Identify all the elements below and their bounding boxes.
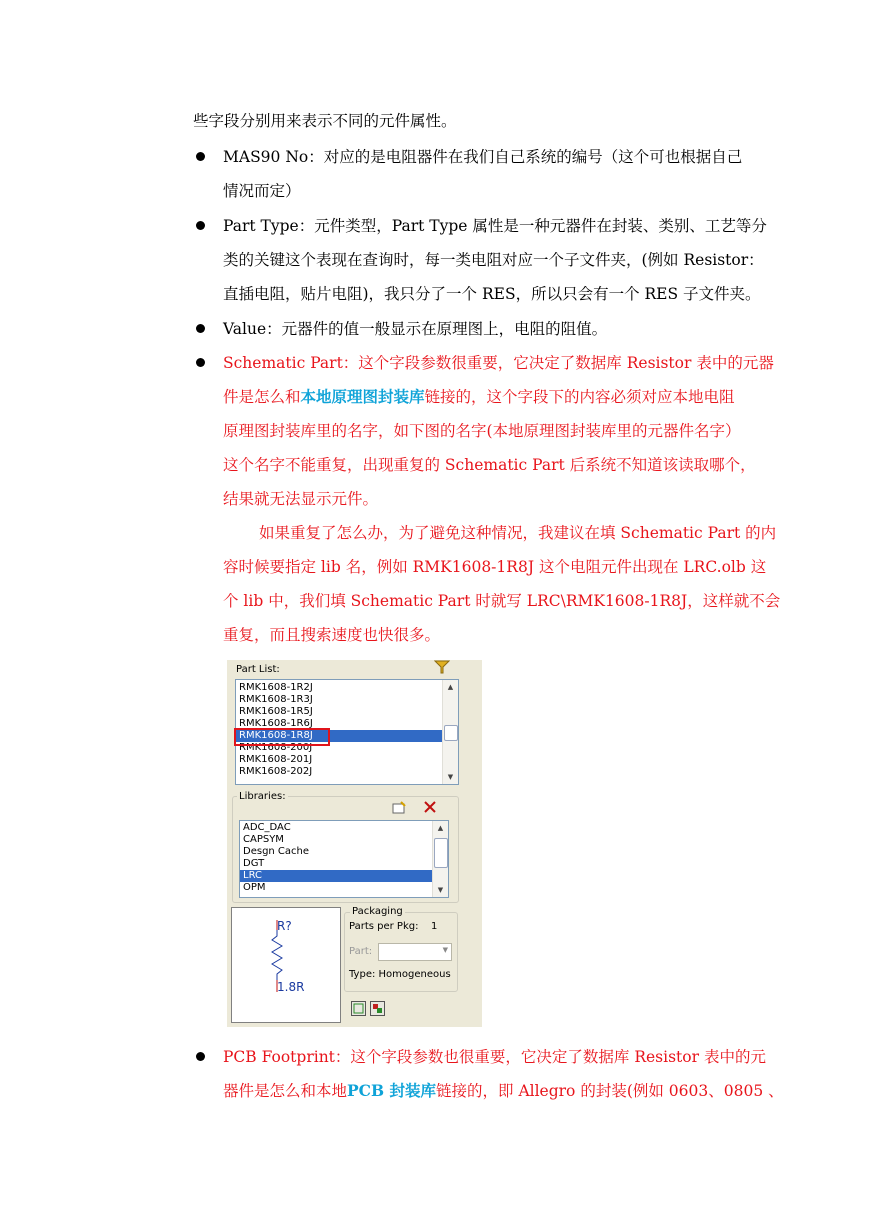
part-list-item[interactable]: RMK1608-1R3J (239, 694, 313, 705)
part-list-label: Part List: (236, 664, 280, 675)
library-list-item[interactable]: OPM (243, 882, 266, 893)
schematic-line1: Schematic Part：这个字段参数很重要，它决定了数据库 Resistor 表中的元器 (223, 354, 774, 372)
chevron-down-icon: ▼ (442, 946, 448, 954)
selected-part-highlight-box (234, 728, 330, 746)
bullet (196, 358, 205, 367)
scroll-thumb[interactable] (444, 725, 458, 741)
libraries-label: Libraries: (239, 791, 286, 802)
part-list-item[interactable]: RMK1608-200J (239, 742, 313, 753)
scroll-down-icon[interactable]: ▼ (447, 773, 454, 781)
schematic-para-line2: 容时候要指定 lib 名，例如 RMK1608-1R8J 这个电阻元件出现在 LRC.olb 这 (223, 558, 767, 576)
schematic-line2-c: 链接的，这个字段下的内容必须对应本地电阻 (424, 388, 735, 406)
schematic-para-line4: 重复，而且搜索速度也快很多。 (223, 626, 441, 644)
schematic-line5: 结果就无法显示元件。 (223, 490, 379, 508)
pcb-line2 (223, 1080, 784, 1102)
part-list-scrollbar[interactable] (442, 680, 458, 784)
scroll-thumb[interactable] (434, 838, 448, 868)
new-library-icon[interactable] (392, 801, 406, 814)
library-list-item[interactable]: DGT (243, 858, 265, 869)
zoom-fit-icon[interactable] (351, 1001, 366, 1016)
bullet (196, 152, 205, 161)
part-list-item[interactable]: RMK1608-1R8J (236, 730, 458, 742)
scroll-up-icon[interactable]: ▲ (437, 824, 444, 832)
schematic-line2 (223, 386, 735, 408)
parttype-line3: 直插电阻，贴片电阻)，我只分了一个 RES，所以只会有一个 RES 子文件夹。 (223, 285, 761, 303)
pcb-line1: PCB Footprint：这个字段参数也很重要，它决定了数据库 Resistor 表中的元 (223, 1048, 766, 1066)
parttype-line2: 类的关键这个表现在查询时，每一类电阻对应一个子文件夹，(例如 Resistor： (223, 251, 764, 269)
part-label: Part: (349, 946, 373, 957)
type-label: Type: Homogeneous (349, 969, 451, 980)
bullet (196, 324, 205, 333)
mas90-line2: 情况而定） (223, 182, 301, 200)
library-list-item[interactable]: Desgn Cache (243, 846, 310, 857)
part-list-item[interactable]: RMK1608-1R5J (239, 706, 313, 717)
place-part-dialog (227, 660, 482, 1027)
part-list-item[interactable]: RMK1608-1R2J (239, 682, 313, 693)
ref-designator: R? (277, 919, 292, 933)
parttype-line1: Part Type：元件类型，Part Type 属性是一种元器件在封装、类别、工艺等分 (223, 217, 767, 235)
bullet (196, 221, 205, 230)
part-list-item[interactable]: RMK1608-201J (239, 754, 313, 765)
pcb-line2-c: 链接的，即 Allegro 的封装(例如 0603、0805 、 (436, 1082, 784, 1100)
packaging-label: Packaging (352, 906, 403, 917)
scroll-down-icon[interactable]: ▼ (437, 886, 444, 894)
library-list-item[interactable]: LRC (240, 870, 448, 882)
schematic-para-line1: 如果重复了怎么办，为了避免这种情况，我建议在填 Schematic Part 的内 (259, 524, 777, 542)
mas90-line1: MAS90 No：对应的是电阻器件在我们自己系统的编号（这个可也根据自己 (223, 148, 743, 166)
library-list-item[interactable]: ADC_DAC (243, 822, 291, 833)
parts-per-pkg-value: 1 (431, 921, 438, 932)
remove-library-icon[interactable] (423, 800, 437, 814)
schematic-para-line3: 个 lib 中，我们填 Schematic Part 时就写 LRC\RMK1608-1R8J，这样就不会 (223, 592, 781, 610)
part-list-item[interactable]: RMK1608-1R6J (239, 718, 313, 729)
filter-icon[interactable] (434, 660, 450, 674)
library-list[interactable] (239, 820, 449, 898)
local-pcb-lib-highlight: PCB 封装库 (347, 1081, 437, 1100)
parts-per-pkg-label: Parts per Pkg: (349, 921, 419, 932)
intro-text: 些字段分别用来表示不同的元件属性。 (193, 112, 457, 130)
part-select[interactable] (378, 943, 452, 961)
bullet (196, 1052, 205, 1061)
library-list-item[interactable]: CAPSYM (243, 834, 284, 845)
value-line1: Value：元器件的值一般显示在原理图上，电阻的阻值。 (223, 320, 608, 338)
pcb-line2-a: 器件是怎么和本地 (223, 1082, 348, 1100)
scroll-up-icon[interactable]: ▲ (447, 683, 454, 691)
part-preview (231, 907, 341, 1023)
part-list-item[interactable]: RMK1608-202J (239, 766, 313, 777)
schematic-line2-a: 件是怎么和 (223, 388, 301, 406)
schematic-line4: 这个名字不能重复，出现重复的 Schematic Part 后系统不知道该读取哪个， (223, 456, 756, 474)
local-schematic-lib-highlight: 本地原理图封装库 (300, 387, 425, 406)
schematic-line3: 原理图封装库里的名字，如下图的名字(本地原理图封装库里的元器件名字） (223, 422, 741, 440)
part-value: 1.8R (277, 980, 305, 994)
library-list-scrollbar[interactable] (432, 821, 448, 897)
zoom-icon[interactable] (370, 1001, 385, 1016)
